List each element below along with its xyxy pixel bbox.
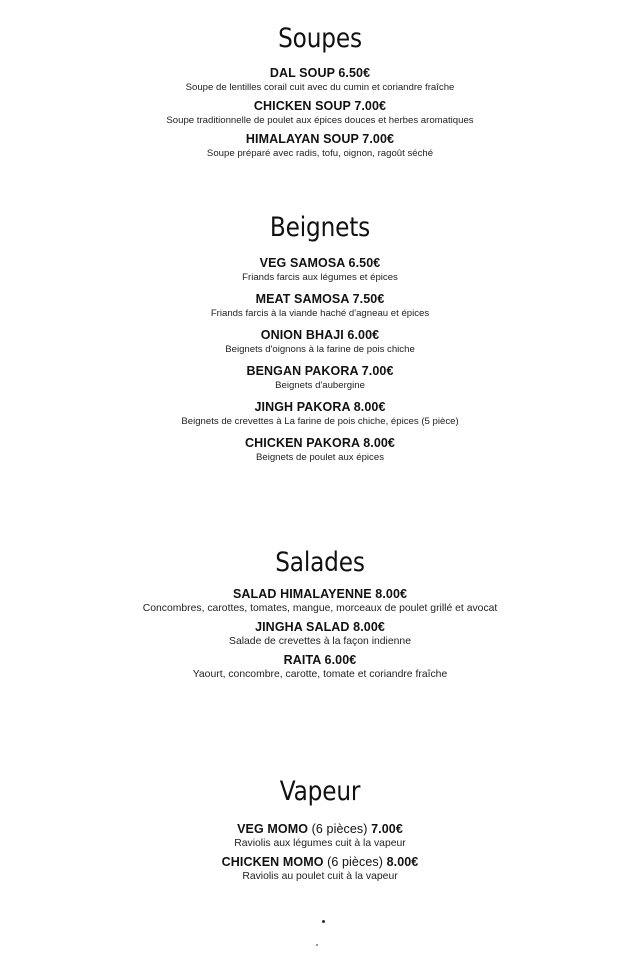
item-name: CHICKEN MOMO [221, 855, 324, 869]
item-price: 6.00€ [324, 653, 357, 667]
item-name-line [0, 255, 640, 271]
scan-speck [322, 920, 325, 923]
item-note: (6 pièces) [311, 822, 368, 836]
menu-item [0, 854, 640, 883]
section-beignets [0, 211, 640, 464]
item-price: 8.00€ [353, 620, 385, 634]
item-name: CHICKEN PAKORA [245, 436, 360, 450]
menu-item [0, 399, 640, 428]
menu-item [0, 363, 640, 392]
item-name: CHICKEN SOUP [253, 99, 351, 113]
item-name-line [0, 65, 640, 81]
section-title: Salades [275, 547, 365, 578]
item-price: 7.00€ [362, 132, 395, 146]
scan-speck [316, 944, 318, 946]
item-description: Yaourt, concombre, carotte, tomate et coriandre fraîche [192, 669, 448, 680]
item-price: 7.00€ [354, 99, 387, 113]
item-name: MEAT SAMOSA [255, 292, 350, 306]
item-description: Concombres, carottes, tomates, mangue, morceaux de poulet grillé et avocat [142, 603, 498, 614]
item-description: Beignets de crevettes à La farine de pois chiche, épices (5 pièce) [181, 416, 459, 427]
section-salades [0, 546, 640, 681]
item-price: 8.00€ [375, 587, 408, 601]
item-name: VEG MOMO [237, 822, 309, 836]
item-name: JINGH PAKORA [254, 400, 351, 414]
item-name: RAITA [283, 653, 321, 667]
item-name-line [0, 821, 640, 837]
item-name-line [0, 131, 640, 147]
menu-item [0, 255, 640, 284]
item-price: 7.00€ [361, 364, 394, 378]
item-price: 8.00€ [363, 436, 395, 450]
item-description: Beignets d'oignons à la farine de pois chiche [225, 344, 415, 355]
item-description: Soupe de lentilles corail cuit avec du cumin et coriandre fraîche [185, 82, 455, 93]
menu-item [0, 291, 640, 320]
item-name-line [0, 652, 640, 668]
item-price: 7.50€ [352, 292, 385, 306]
item-price: 6.50€ [338, 66, 371, 80]
item-name: BENGAN PAKORA [246, 364, 359, 378]
section-title: Beignets [269, 212, 371, 243]
section-title: Vapeur [279, 776, 361, 807]
item-name-line [0, 98, 640, 114]
item-description: Friands farcis aux légumes et épices [242, 272, 398, 283]
item-name: JINGHA SALAD [255, 620, 350, 634]
item-price: 7.00€ [371, 822, 403, 836]
item-name-line [0, 291, 640, 307]
item-price: 6.50€ [348, 256, 381, 270]
menu-item [0, 586, 640, 615]
item-description: Friands farcis à la viande haché d'agneau et épices [210, 308, 430, 319]
item-description: Raviolis au poulet cuit à la vapeur [242, 871, 398, 882]
menu-item [0, 619, 640, 648]
item-name: DAL SOUP [269, 66, 335, 80]
item-description: Soupe préparé avec radis, tofu, oignon, ragoût séché [206, 148, 434, 159]
section-title: Soupes [278, 23, 362, 54]
item-price: 8.00€ [353, 400, 386, 414]
menu-item [0, 131, 640, 160]
item-price: 6.00€ [347, 328, 380, 342]
item-note: (6 pièces) [327, 855, 383, 869]
item-name-line [0, 435, 640, 451]
item-name: ONION BHAJI [260, 328, 344, 342]
menu-item [0, 98, 640, 127]
item-description: Beignets d'aubergine [275, 380, 365, 391]
menu-item [0, 652, 640, 681]
item-name-line [0, 399, 640, 415]
menu-item [0, 327, 640, 356]
item-description: Raviolis aux légumes cuit à la vapeur [234, 838, 406, 849]
item-name-line [0, 586, 640, 602]
menu-item [0, 821, 640, 850]
section-vapeur [0, 775, 640, 883]
item-name: HIMALAYAN SOUP [245, 132, 359, 146]
menu-item [0, 435, 640, 464]
item-description: Soupe traditionnelle de poulet aux épices douces et herbes aromatiques [166, 115, 474, 126]
item-name-line [0, 619, 640, 635]
menu-item [0, 65, 640, 94]
item-name: VEG SAMOSA [259, 256, 345, 270]
item-description: Beignets de poulet aux épices [255, 452, 384, 463]
item-price: 8.00€ [386, 855, 419, 869]
item-name-line [0, 854, 640, 870]
item-description: Salade de crevettes à la façon indienne [229, 636, 411, 647]
item-name-line [0, 327, 640, 343]
item-name: SALAD HIMALAYENNE [232, 587, 372, 601]
section-soupes [0, 22, 640, 160]
item-name-line [0, 363, 640, 379]
